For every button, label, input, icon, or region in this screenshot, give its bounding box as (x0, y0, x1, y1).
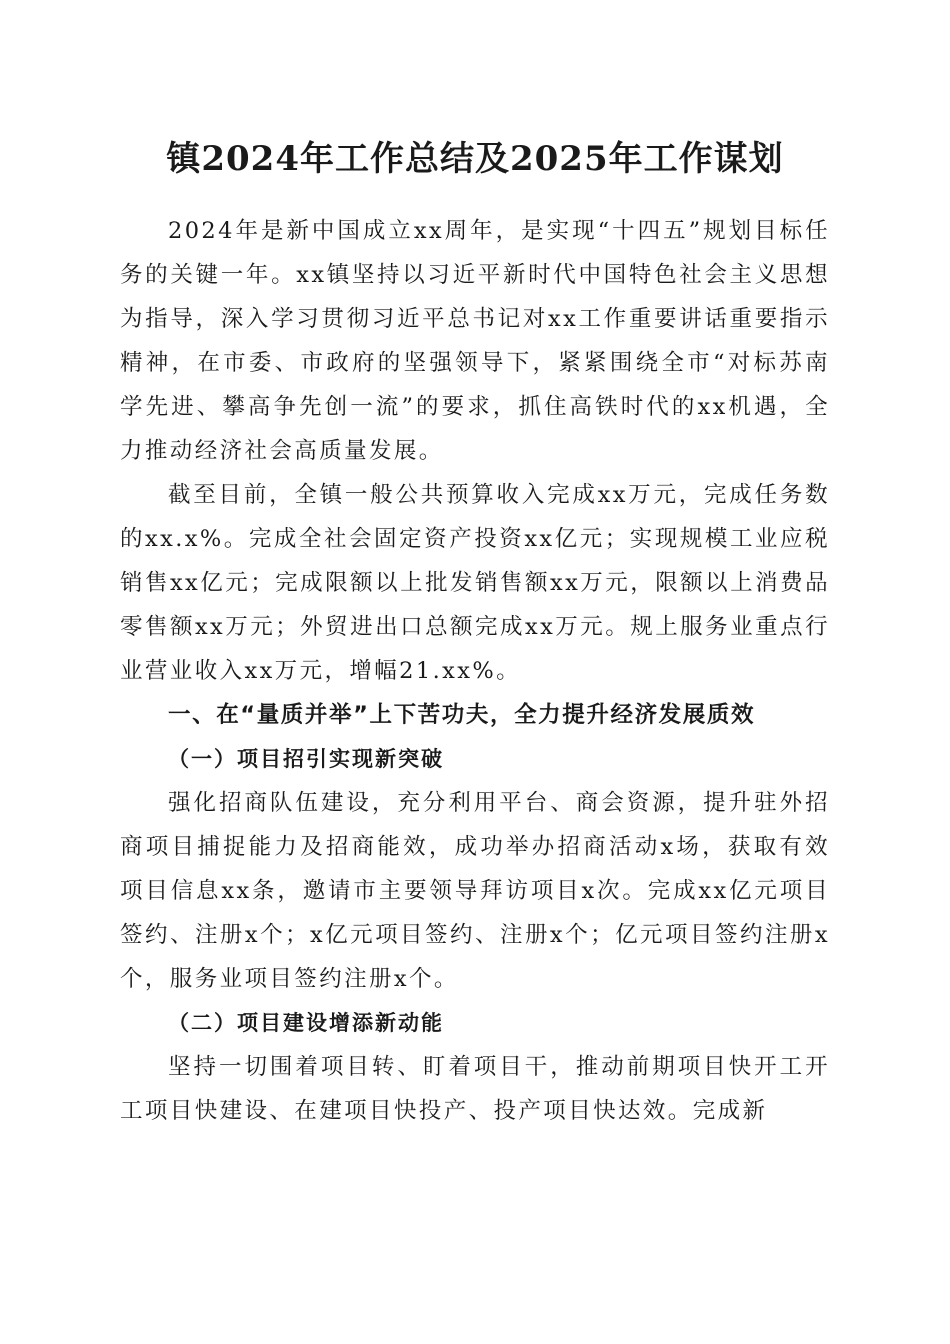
stats-paragraph: 截至目前，全镇一般公共预算收入完成xx万元，完成任务数的xx.x%。完成全社会固定资产投资xx亿元；实现规模工业应税销售xx亿元；完成限额以上批发销售额xx万元，限额以上消费品零售额xx万元；外贸进出口总额完成xx万元。规上服务业重点行业营业收入xx万元，增幅21.xx%。 (120, 482, 830, 684)
subsection-2-paragraph: 坚持一切围着项目转、盯着项目干，推动前期项目快开工开工项目快建设、在建项目快投产、投产项目快达效。完成新 (120, 1054, 830, 1124)
subsection-1-paragraph: 强化招商队伍建设，充分利用平台、商会资源，提升驻外招商项目捕捉能力及招商能效，成功举办招商活动x场，获取有效项目信息xx条，邀请市主要领导拜访项目x次。完成xx亿元项目签约、注册x个；x亿元项目签约、注册x个；亿元项目签约注册x个，服务业项目签约注册x个。 (120, 790, 830, 992)
subsection-heading-2: （二）项目建设增添新动能 (168, 1010, 444, 1035)
section-heading-1: 一、在“量质并举”上下苦功夫，全力提升经济发展质效 (168, 702, 756, 728)
document-body (120, 209, 830, 1133)
intro-paragraph: 2024年是新中国成立xx周年，是实现“十四五”规划目标任务的关键一年。xx镇坚持以习近平新时代中国特色社会主义思想为指导，深入学习贯彻习近平总书记对xx工作重要讲话重要指示精神，在市委、市政府的坚强领导下，紧紧围绕全市“对标苏南学先进、攀高争先创一流”的要求，抓住高铁时代的xx机遇，全力推动经济社会高质量发展。 (120, 218, 830, 464)
document-title: 镇2024年工作总结及2025年工作谋划 (166, 139, 784, 179)
subsection-heading-1: （一）项目招引实现新突破 (168, 746, 444, 771)
